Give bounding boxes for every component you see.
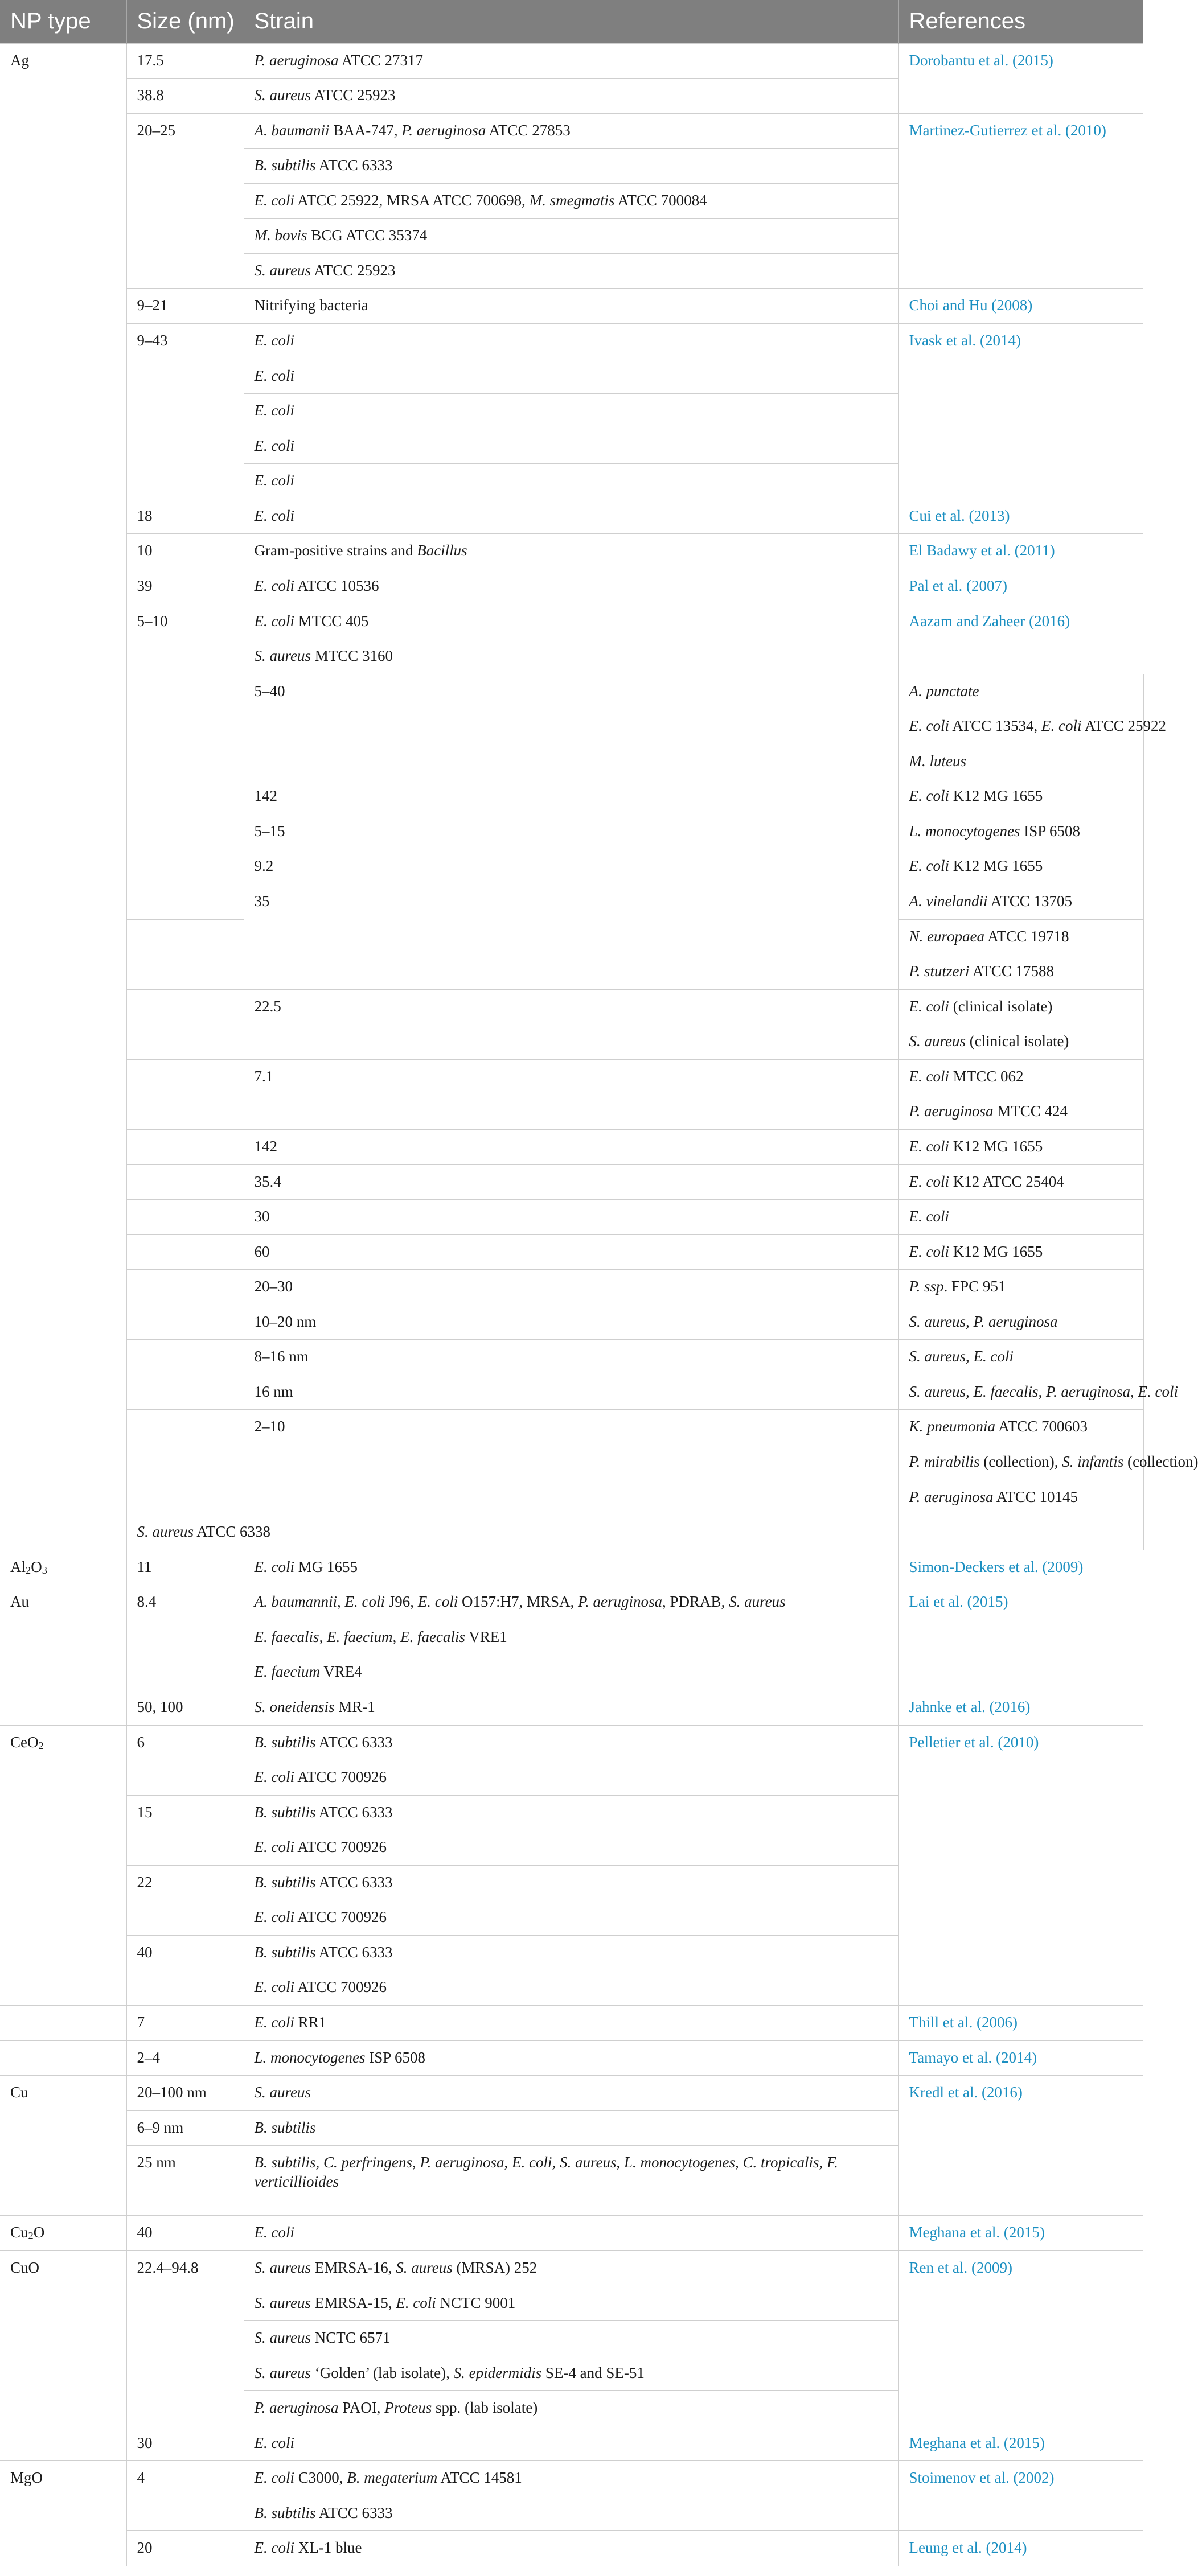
strain-cell: E. coli ATCC 700926 — [244, 1830, 898, 1866]
table-row — [0, 1305, 1143, 1340]
strain-cell: L. monocytogenes ISP 6508 — [898, 814, 1143, 849]
strain-cell: E. coli RR1 — [244, 2006, 898, 2041]
strain-cell: E. coli ATCC 700926 — [244, 1970, 898, 2006]
reference-link: Thill et al. (2006) — [898, 2006, 1143, 2041]
table-row — [0, 113, 1143, 149]
size-cell: 10 — [126, 534, 244, 569]
strain-cell: E. coli — [244, 499, 898, 534]
reference-link: Choi and Hu (2008) — [898, 289, 1143, 324]
strain-cell: E. coli — [244, 324, 898, 359]
table-row — [0, 1270, 1143, 1305]
reference-link: Meghana et al. (2015) — [898, 2426, 1143, 2461]
strain-cell: S. aureus ATCC 25923 — [244, 253, 898, 289]
reference-link: El Badawy et al. (2011) — [898, 534, 1143, 569]
strain-cell: P. aeruginosa PAOI, Proteus spp. (lab isolate) — [244, 2391, 898, 2426]
strain-cell: E. coli — [898, 1200, 1143, 1235]
size-cell: 9–21 — [126, 289, 244, 324]
strain-cell: A. vinelandii ATCC 13705 — [898, 884, 1143, 920]
strain-cell: B. subtilis ATCC 6333 — [244, 1725, 898, 1760]
reference-link: Dorobantu et al. (2015) — [898, 43, 1143, 113]
np-type-cell — [126, 989, 244, 1024]
table-row — [0, 1164, 1143, 1200]
strain-cell: S. aureus (clinical isolate) — [898, 1024, 1143, 1060]
table-row — [0, 1340, 1143, 1375]
size-cell: 17.5 — [126, 43, 244, 79]
size-cell: 6 — [126, 1725, 244, 1795]
size-cell: 35.4 — [244, 1164, 898, 1200]
np-type-cell — [126, 1094, 244, 1130]
size-cell: 8.4 — [126, 1585, 244, 1690]
table-row — [0, 674, 1143, 709]
size-cell: 20–30 — [244, 1270, 898, 1305]
np-type-cell: CuO — [0, 2250, 126, 2460]
size-cell: 16 nm — [244, 1375, 898, 1410]
np-type-cell — [126, 849, 244, 884]
table-row — [0, 324, 1143, 359]
strain-cell: A. baumannii, E. coli J96, E. coli O157:H7, MRSA, P. aeruginosa, PDRAB, S. aureus — [244, 1585, 898, 1620]
np-type-cell — [0, 2006, 126, 2041]
size-cell: 22.5 — [244, 989, 898, 1059]
size-cell: 11 — [126, 1550, 244, 1585]
np-type-cell — [0, 1515, 126, 1550]
strain-cell: E. coli ATCC 25922, MRSA ATCC 700698, M. smegmatis ATCC 700084 — [244, 183, 898, 219]
table-row — [0, 884, 1143, 920]
strain-cell: E. coli XL-1 blue — [244, 2531, 898, 2566]
size-cell: 35 — [244, 884, 898, 990]
size-cell: 7 — [126, 2006, 244, 2041]
np-type-cell: Cu — [0, 2076, 126, 2216]
strain-cell: P. mirabilis (collection), S. infantis (collection) — [898, 1445, 1143, 1480]
reference-link: Pelletier et al. (2010) — [898, 1725, 1143, 1970]
table-row — [0, 2531, 1143, 2566]
size-cell: 15 — [126, 1795, 244, 1865]
np-type-cell: CeO$_2$ — [0, 1725, 126, 2006]
table-row — [0, 2426, 1143, 2461]
table-row — [0, 289, 1143, 324]
size-cell: 60 — [244, 1234, 898, 1270]
np-type-cell — [126, 1480, 244, 1515]
size-cell: 142 — [244, 1129, 898, 1164]
strain-cell: P. stutzeri ATCC 17588 — [898, 954, 1143, 990]
strain-cell: E. coli MTCC 062 — [898, 1059, 1143, 1094]
strain-cell: E. coli K12 ATCC 25404 — [898, 1164, 1143, 1200]
table-row — [0, 2040, 1143, 2076]
strain-cell: P. aeruginosa MTCC 424 — [898, 1094, 1143, 1130]
table-row — [0, 569, 1143, 604]
table-row — [0, 1410, 1143, 1445]
strain-cell: E. coli — [244, 2426, 898, 2461]
table-row — [0, 1129, 1143, 1164]
strain-cell: E. coli — [244, 2216, 898, 2251]
size-cell: 18 — [126, 499, 244, 534]
np-type-cell — [126, 1024, 244, 1060]
table-row — [0, 534, 1143, 569]
size-cell: 30 — [244, 1200, 898, 1235]
header-strain: Strain — [244, 0, 898, 43]
header-np-type: NP type — [0, 0, 126, 43]
np-type-cell — [126, 919, 244, 954]
strain-cell: E. coli ATCC 700926 — [244, 1760, 898, 1796]
size-cell: 6–9 nm — [126, 2110, 244, 2146]
strain-cell: S. aureus — [244, 2076, 898, 2111]
table-row — [0, 989, 1143, 1024]
np-type-cell — [126, 1234, 244, 1270]
strain-cell: E. faecium VRE4 — [244, 1655, 898, 1690]
size-cell: 38.8 — [126, 79, 244, 114]
np-type-cell: Ag — [0, 43, 126, 1515]
strain-cell: Nitrifying bacteria — [244, 289, 898, 324]
strain-cell: S. aureus MTCC 3160 — [244, 639, 898, 674]
table-header — [0, 0, 1143, 43]
table-row — [0, 43, 1143, 79]
reference-link — [898, 1970, 1143, 2006]
size-cell: 50, 100 — [126, 1690, 244, 1725]
table-row — [0, 2076, 1143, 2111]
strain-cell: N. europaea ATCC 19718 — [898, 919, 1143, 954]
strain-cell: S. aureus ATCC 6338 — [126, 1515, 244, 1550]
strain-cell: M. luteus — [898, 744, 1143, 779]
strain-cell: B. subtilis ATCC 6333 — [244, 2496, 898, 2531]
np-type-cell — [126, 1164, 244, 1200]
size-cell: 7.1 — [244, 1059, 898, 1129]
size-cell: 8–16 nm — [244, 1340, 898, 1375]
strain-cell: E. coli — [244, 394, 898, 429]
strain-cell: S. aureus, E. coli — [898, 1340, 1143, 1375]
np-type-cell — [126, 884, 244, 920]
reference-link: Simon-Deckers et al. (2009) — [898, 1550, 1143, 1585]
size-cell: 40 — [126, 2216, 244, 2251]
table-row — [0, 2216, 1143, 2251]
strain-cell: A. baumanii BAA-747, P. aeruginosa ATCC 27853 — [244, 113, 898, 149]
np-type-cell — [126, 954, 244, 990]
reference-link: Aazam and Zaheer (2016) — [898, 604, 1143, 674]
table-row — [0, 2006, 1143, 2041]
size-cell: 2–10 — [244, 1410, 898, 1550]
strain-cell: E. coli — [244, 359, 898, 394]
reference-link: Kredl et al. (2016) — [898, 2076, 1143, 2216]
table-body — [0, 43, 1198, 2566]
reference-link: Ren et al. (2009) — [898, 2250, 1143, 2426]
reference-link: Meghana et al. (2015) — [898, 2216, 1143, 2251]
strain-cell: E. coli MG 1655 — [244, 1550, 898, 1585]
size-cell: 5–40 — [244, 674, 898, 779]
np-type-cell — [126, 1200, 244, 1235]
strain-cell: E. coli ATCC 13534, E. coli ATCC 25922 — [898, 709, 1143, 744]
np-type-cell — [126, 1340, 244, 1375]
header-references: References — [909, 9, 1026, 34]
strain-cell: B. subtilis ATCC 6333 — [244, 1865, 898, 1900]
np-type-cell — [126, 814, 244, 849]
size-cell: 5–15 — [244, 814, 898, 849]
strain-cell: E. coli MTCC 405 — [244, 604, 898, 639]
np-type-cell — [126, 1305, 244, 1340]
np-type-cell — [126, 1445, 244, 1480]
table-row — [0, 1585, 1143, 1620]
table-row — [0, 1690, 1143, 1725]
np-type-cell — [126, 1375, 244, 1410]
size-cell: 4 — [126, 2461, 244, 2531]
table-row — [0, 2250, 1143, 2286]
strain-cell: E. coli C3000, B. megaterium ATCC 14581 — [244, 2461, 898, 2496]
strain-cell: M. bovis BCG ATCC 35374 — [244, 219, 898, 254]
size-cell: 20–25 — [126, 113, 244, 289]
size-cell: 2–4 — [126, 2040, 244, 2076]
strain-cell: P. aeruginosa ATCC 10145 — [898, 1480, 1143, 1515]
np-type-cell: $Cu_2O$ — [0, 2216, 126, 2251]
size-cell: 20–100 nm — [126, 2076, 244, 2111]
size-cell: 20 — [126, 2531, 244, 2566]
strain-cell: S. aureus EMRSA-15, E. coli NCTC 9001 — [244, 2286, 898, 2321]
strain-cell: S. oneidensis MR-1 — [244, 1690, 898, 1725]
table-row — [0, 1375, 1143, 1410]
np-type-cell — [0, 2040, 126, 2076]
strain-cell: P. aeruginosa ATCC 27317 — [244, 43, 898, 79]
strain-cell: B. subtilis, C. perfringens, P. aeruginosa, E. coli, S. aureus, L. monocytogenes, C. tropicalis, F. verticillioides — [244, 2146, 898, 2216]
strain-cell: E. coli K12 MG 1655 — [898, 779, 1143, 814]
np-type-cell — [126, 1270, 244, 1305]
table-row — [0, 849, 1143, 884]
strain-cell: S. aureus NCTC 6571 — [244, 2321, 898, 2356]
strain-cell: A. punctate — [898, 674, 1143, 709]
header-row — [0, 0, 1143, 43]
strain-cell: S. aureus ATCC 25923 — [244, 79, 898, 114]
np-type-cell: $Al_2O_3$ — [0, 1550, 126, 1585]
size-cell: 22.4–94.8 — [126, 2250, 244, 2426]
table-row — [0, 1200, 1143, 1235]
table-row — [0, 1550, 1143, 1585]
reference-link: Stoimenov et al. (2002) — [898, 2461, 1143, 2531]
strain-cell: E. coli K12 MG 1655 — [898, 1234, 1143, 1270]
size-cell: 142 — [244, 779, 898, 814]
reference-link: Tamayo et al. (2014) — [898, 2040, 1143, 2076]
header-size: Size (nm) — [126, 0, 244, 43]
size-cell: 5–10 — [126, 604, 244, 674]
strain-cell: E. coli — [244, 429, 898, 464]
reference-link: Martinez-Gutierrez et al. (2010) — [898, 113, 1143, 289]
size-cell: 25 nm — [126, 2146, 244, 2216]
strain-cell: E. coli ATCC 700926 — [244, 1900, 898, 1936]
np-type-cell: Au — [0, 1585, 126, 1725]
size-cell: 10–20 nm — [244, 1305, 898, 1340]
np-type-cell — [126, 1410, 244, 1445]
strain-cell: S. aureus, P. aeruginosa — [898, 1305, 1143, 1340]
table-row — [0, 814, 1143, 849]
table-row — [0, 1234, 1143, 1270]
table-row — [0, 499, 1143, 534]
strain-cell: Gram-positive strains and Bacillus — [244, 534, 898, 569]
strain-cell: K. pneumonia ATCC 700603 — [898, 1410, 1143, 1445]
strain-cell: S. aureus EMRSA-16, S. aureus (MRSA) 252 — [244, 2250, 898, 2286]
strain-cell: E. coli K12 MG 1655 — [898, 849, 1143, 884]
strain-cell: P. ssp. FPC 951 — [898, 1270, 1143, 1305]
table-row — [0, 779, 1143, 814]
reference-link: Ivask et al. (2014) — [898, 324, 1143, 499]
size-cell: 22 — [126, 1865, 244, 1935]
strain-cell: B. subtilis ATCC 6333 — [244, 1795, 898, 1830]
strain-cell: B. subtilis ATCC 6333 — [244, 149, 898, 184]
size-cell: 9.2 — [244, 849, 898, 884]
np-type-cell: MgO — [0, 2461, 126, 2566]
np-type-cell — [126, 1059, 244, 1094]
strain-cell: B. subtilis ATCC 6333 — [244, 1935, 898, 1970]
np-type-cell — [126, 674, 244, 779]
strain-cell: S. aureus, E. faecalis, P. aeruginosa, E. coli — [898, 1375, 1143, 1410]
reference-link: Jahnke et al. (2016) — [898, 1690, 1143, 1725]
strain-cell: E. coli — [244, 464, 898, 499]
strain-cell: B. subtilis — [244, 2110, 898, 2146]
table-row — [0, 1725, 1143, 1760]
np-type-cell — [126, 1129, 244, 1164]
reference-link: Cui et al. (2013) — [898, 499, 1143, 534]
size-cell: 30 — [126, 2426, 244, 2461]
np-type-cell — [126, 779, 244, 814]
strain-cell: E. coli (clinical isolate) — [898, 989, 1143, 1024]
table-row — [0, 2461, 1143, 2496]
strain-cell: E. faecalis, E. faecium, E. faecalis VRE1 — [244, 1620, 898, 1655]
strain-cell: E. coli ATCC 10536 — [244, 569, 898, 604]
reference-link: Pal et al. (2007) — [898, 569, 1143, 604]
size-cell: 39 — [126, 569, 244, 604]
reference-link: Lai et al. (2015) — [898, 1585, 1143, 1690]
size-cell: 40 — [126, 1935, 244, 2005]
reference-link: Leung et al. (2014) — [898, 2531, 1143, 2566]
strain-cell: L. monocytogenes ISP 6508 — [244, 2040, 898, 2076]
table-row — [0, 1059, 1143, 1094]
strain-cell: S. aureus ‘Golden’ (lab isolate), S. epidermidis SE-4 and SE-51 — [244, 2356, 898, 2391]
table-row — [0, 604, 1143, 639]
strain-cell: E. coli K12 MG 1655 — [898, 1129, 1143, 1164]
size-cell: 9–43 — [126, 324, 244, 499]
